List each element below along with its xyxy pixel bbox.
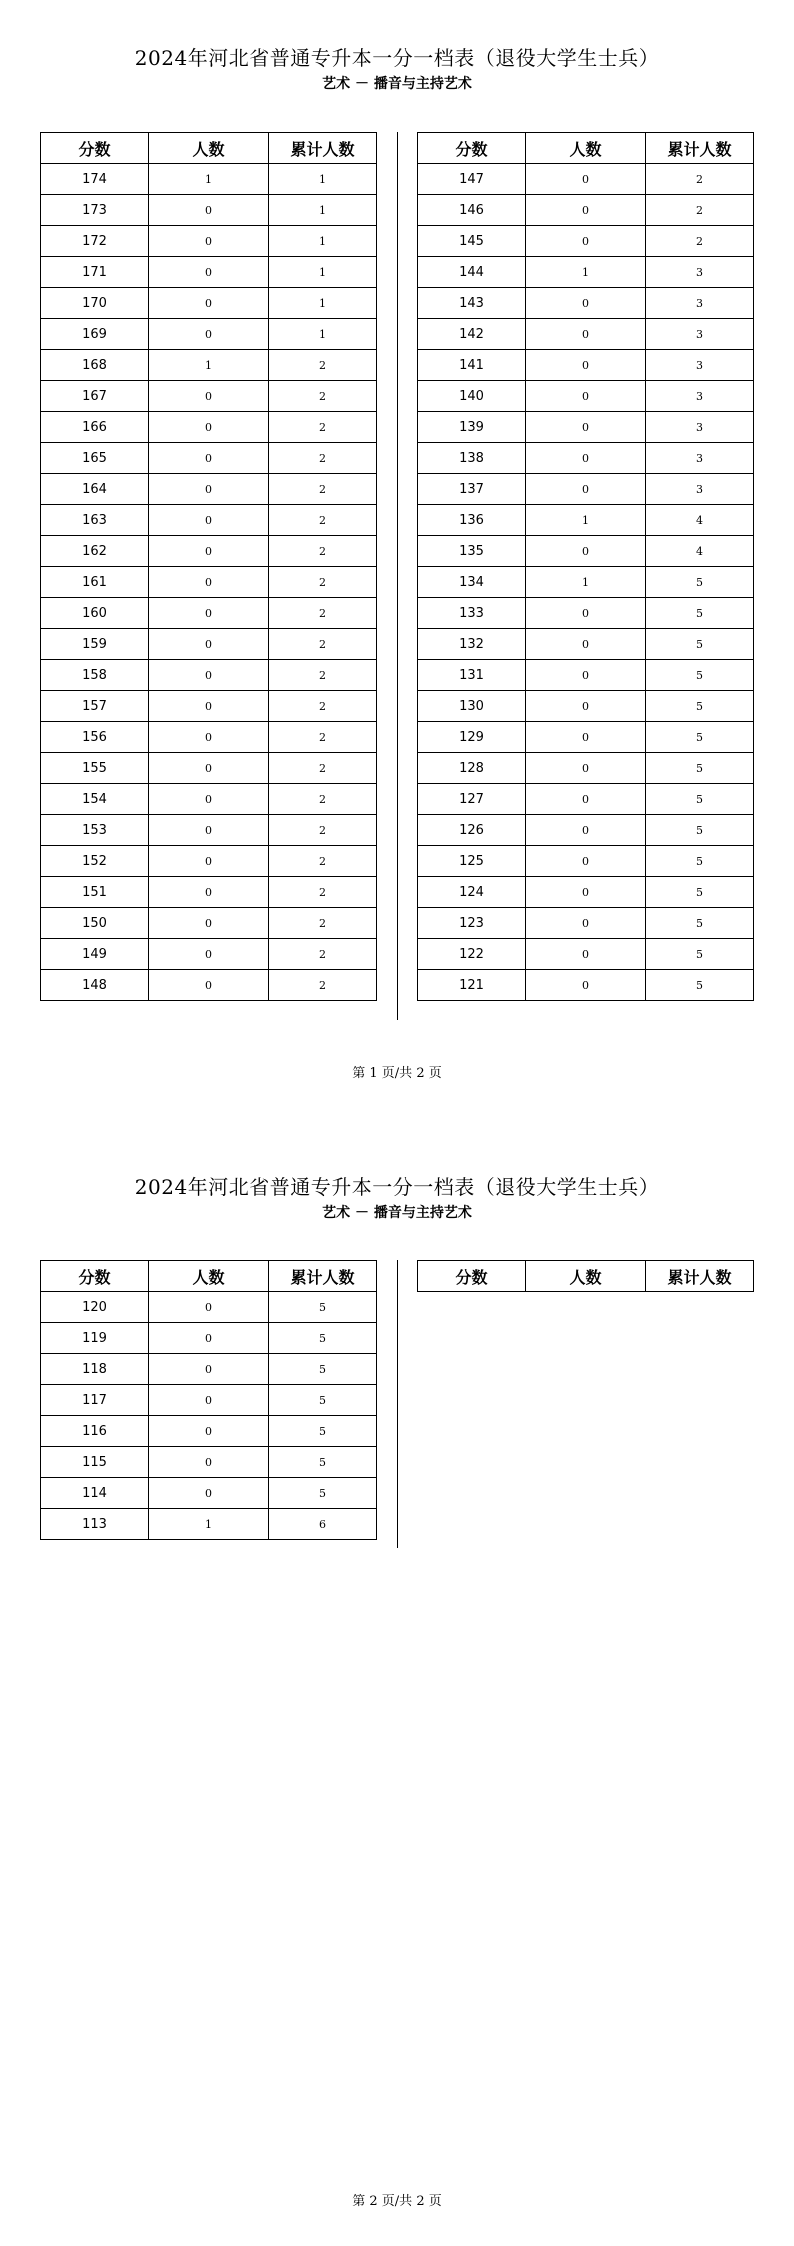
table-row	[41, 846, 377, 877]
page-subtitle: 艺术 － 播音与主持艺术	[322, 76, 472, 92]
table-row	[418, 660, 754, 691]
cell-cumulative: 5	[646, 970, 754, 1001]
header-cumulative: 累计人数	[269, 1261, 377, 1292]
table-row	[41, 1478, 377, 1509]
cell-count: 0	[526, 598, 646, 629]
table-header-row	[418, 133, 754, 164]
header-count: 人数	[526, 133, 646, 164]
table-row	[418, 970, 754, 1001]
cell-count: 0	[526, 846, 646, 877]
cell-score: 114	[41, 1478, 149, 1509]
column-divider	[397, 1260, 398, 1548]
cell-cumulative: 2	[269, 908, 377, 939]
header-count: 人数	[149, 1261, 269, 1292]
table-row	[41, 629, 377, 660]
cell-cumulative: 2	[269, 505, 377, 536]
cell-cumulative: 2	[269, 350, 377, 381]
cell-score: 124	[418, 877, 526, 908]
cell-cumulative: 2	[269, 722, 377, 753]
cell-score: 148	[41, 970, 149, 1001]
cell-score: 170	[41, 288, 149, 319]
cell-count: 0	[149, 1354, 269, 1385]
cell-cumulative: 2	[269, 381, 377, 412]
table-row	[418, 722, 754, 753]
table-row	[41, 660, 377, 691]
cell-score: 151	[41, 877, 149, 908]
cell-count: 0	[149, 815, 269, 846]
cell-score: 164	[41, 474, 149, 505]
table-row	[41, 1323, 377, 1354]
table-row	[41, 288, 377, 319]
cell-score: 119	[41, 1323, 149, 1354]
table-row	[418, 567, 754, 598]
table-row	[418, 691, 754, 722]
cell-score: 142	[418, 319, 526, 350]
cell-count: 0	[526, 288, 646, 319]
cell-cumulative: 5	[646, 691, 754, 722]
table-row	[41, 443, 377, 474]
cell-count: 1	[526, 505, 646, 536]
cell-cumulative: 3	[646, 412, 754, 443]
cell-count: 1	[526, 567, 646, 598]
cell-cumulative: 3	[646, 474, 754, 505]
cell-cumulative: 5	[646, 846, 754, 877]
cell-cumulative: 2	[269, 567, 377, 598]
cell-cumulative: 5	[646, 722, 754, 753]
cell-score: 158	[41, 660, 149, 691]
cell-score: 167	[41, 381, 149, 412]
table-row	[41, 350, 377, 381]
table-row	[418, 288, 754, 319]
cell-count: 0	[149, 722, 269, 753]
cell-count: 0	[526, 164, 646, 195]
cell-count: 0	[149, 1478, 269, 1509]
cell-score: 153	[41, 815, 149, 846]
cell-count: 0	[526, 877, 646, 908]
cell-count: 1	[149, 350, 269, 381]
cell-score: 154	[41, 784, 149, 815]
cell-cumulative: 1	[269, 288, 377, 319]
table-row	[418, 505, 754, 536]
cell-count: 0	[526, 226, 646, 257]
table-row	[418, 629, 754, 660]
header-cumulative: 累计人数	[646, 133, 754, 164]
cell-count: 0	[526, 629, 646, 660]
cell-cumulative: 2	[269, 784, 377, 815]
score-table-right	[417, 132, 754, 1001]
cell-cumulative: 5	[269, 1292, 377, 1323]
cell-count: 0	[149, 257, 269, 288]
cell-count: 0	[149, 908, 269, 939]
cell-count: 0	[149, 629, 269, 660]
table-row	[41, 753, 377, 784]
cell-score: 162	[41, 536, 149, 567]
table-row	[418, 381, 754, 412]
page-subtitle: 艺术 － 播音与主持艺术	[322, 1205, 472, 1221]
cell-cumulative: 5	[269, 1385, 377, 1416]
table-row	[418, 598, 754, 629]
cell-count: 1	[149, 1509, 269, 1540]
table-row	[41, 1292, 377, 1323]
cell-score: 121	[418, 970, 526, 1001]
cell-cumulative: 3	[646, 350, 754, 381]
table-body	[41, 164, 377, 1001]
cell-count: 0	[149, 1416, 269, 1447]
cell-score: 118	[41, 1354, 149, 1385]
cell-score: 120	[41, 1292, 149, 1323]
cell-cumulative: 2	[269, 412, 377, 443]
cell-score: 113	[41, 1509, 149, 1540]
cell-count: 0	[149, 226, 269, 257]
cell-count: 0	[149, 443, 269, 474]
cell-cumulative: 2	[269, 629, 377, 660]
header-score: 分数	[41, 1261, 149, 1292]
cell-cumulative: 5	[646, 567, 754, 598]
cell-count: 0	[526, 908, 646, 939]
cell-cumulative: 2	[269, 443, 377, 474]
cell-score: 130	[418, 691, 526, 722]
table-row	[41, 412, 377, 443]
page-title: 2024年河北省普通专升本一分一档表（退役大学生士兵）	[134, 46, 660, 70]
cell-count: 0	[149, 784, 269, 815]
table-row	[41, 567, 377, 598]
table-row	[41, 1416, 377, 1447]
cell-score: 160	[41, 598, 149, 629]
table-header-row	[418, 1261, 754, 1292]
header-score: 分数	[418, 1261, 526, 1292]
cell-cumulative: 5	[269, 1354, 377, 1385]
score-table-left	[40, 132, 377, 1001]
cell-count: 0	[149, 753, 269, 784]
cell-score: 123	[418, 908, 526, 939]
cell-score: 155	[41, 753, 149, 784]
cell-cumulative: 4	[646, 505, 754, 536]
cell-cumulative: 2	[269, 877, 377, 908]
score-table-left	[40, 1260, 377, 1540]
cell-cumulative: 2	[269, 815, 377, 846]
table-row	[418, 877, 754, 908]
cell-score: 173	[41, 195, 149, 226]
cell-cumulative: 5	[269, 1447, 377, 1478]
cell-cumulative: 5	[646, 908, 754, 939]
header-score: 分数	[41, 133, 149, 164]
cell-score: 165	[41, 443, 149, 474]
cell-count: 0	[526, 412, 646, 443]
cell-score: 136	[418, 505, 526, 536]
table-row	[41, 381, 377, 412]
cell-cumulative: 2	[269, 660, 377, 691]
cell-score: 132	[418, 629, 526, 660]
cell-score: 168	[41, 350, 149, 381]
cell-count: 0	[526, 195, 646, 226]
table-row	[418, 226, 754, 257]
table-row	[41, 195, 377, 226]
cell-count: 0	[526, 970, 646, 1001]
cell-count: 0	[149, 319, 269, 350]
cell-cumulative: 5	[646, 660, 754, 691]
cell-count: 0	[526, 443, 646, 474]
cell-score: 138	[418, 443, 526, 474]
cell-cumulative: 2	[269, 691, 377, 722]
cell-count: 0	[526, 722, 646, 753]
cell-count: 0	[149, 381, 269, 412]
header-count: 人数	[526, 1261, 646, 1292]
table-row	[41, 1354, 377, 1385]
table-row	[41, 784, 377, 815]
cell-score: 143	[418, 288, 526, 319]
table-row	[41, 226, 377, 257]
table-row	[41, 1447, 377, 1478]
cell-cumulative: 2	[646, 226, 754, 257]
cell-score: 150	[41, 908, 149, 939]
cell-count: 0	[526, 350, 646, 381]
table-row	[418, 164, 754, 195]
cell-count: 0	[526, 660, 646, 691]
column-divider	[397, 132, 398, 1020]
cell-cumulative: 2	[269, 753, 377, 784]
cell-cumulative: 2	[269, 970, 377, 1001]
cell-count: 0	[149, 536, 269, 567]
cell-count: 0	[149, 412, 269, 443]
cell-score: 139	[418, 412, 526, 443]
cell-cumulative: 5	[269, 1323, 377, 1354]
page-footer: 第 2 页/共 2 页	[352, 2194, 442, 2209]
table-row	[418, 350, 754, 381]
cell-cumulative: 1	[269, 226, 377, 257]
cell-score: 135	[418, 536, 526, 567]
cell-score: 171	[41, 257, 149, 288]
table-row	[418, 846, 754, 877]
cell-cumulative: 2	[646, 164, 754, 195]
cell-cumulative: 5	[646, 598, 754, 629]
cell-score: 163	[41, 505, 149, 536]
cell-score: 117	[41, 1385, 149, 1416]
cell-cumulative: 2	[269, 846, 377, 877]
table-row	[41, 319, 377, 350]
table-row	[418, 815, 754, 846]
cell-count: 0	[149, 877, 269, 908]
table-body	[41, 1292, 377, 1540]
cell-score: 156	[41, 722, 149, 753]
table-row	[41, 164, 377, 195]
cell-cumulative: 5	[646, 939, 754, 970]
cell-score: 141	[418, 350, 526, 381]
table-row	[418, 443, 754, 474]
table-row	[418, 319, 754, 350]
cell-cumulative: 5	[646, 784, 754, 815]
score-table-right	[417, 1260, 754, 1292]
cell-cumulative: 5	[646, 753, 754, 784]
cell-count: 0	[526, 784, 646, 815]
cell-score: 133	[418, 598, 526, 629]
table-row	[418, 536, 754, 567]
table-row	[418, 753, 754, 784]
cell-cumulative: 6	[269, 1509, 377, 1540]
cell-cumulative: 5	[646, 877, 754, 908]
cell-cumulative: 3	[646, 381, 754, 412]
cell-score: 166	[41, 412, 149, 443]
table-row	[41, 691, 377, 722]
cell-count: 0	[149, 660, 269, 691]
table-row	[41, 474, 377, 505]
table-row	[418, 412, 754, 443]
table-row	[41, 815, 377, 846]
cell-cumulative: 5	[646, 815, 754, 846]
table-row	[41, 257, 377, 288]
cell-cumulative: 1	[269, 257, 377, 288]
table-row	[41, 505, 377, 536]
cell-score: 145	[418, 226, 526, 257]
table-row	[41, 970, 377, 1001]
cell-count: 0	[149, 970, 269, 1001]
cell-cumulative: 2	[269, 536, 377, 567]
header-count: 人数	[149, 133, 269, 164]
table-row	[41, 1509, 377, 1540]
cell-score: 125	[418, 846, 526, 877]
cell-score: 172	[41, 226, 149, 257]
table-header-row	[41, 133, 377, 164]
cell-score: 147	[418, 164, 526, 195]
cell-score: 146	[418, 195, 526, 226]
cell-count: 1	[526, 257, 646, 288]
cell-score: 144	[418, 257, 526, 288]
table-header-row	[41, 1261, 377, 1292]
cell-cumulative: 2	[269, 598, 377, 629]
cell-cumulative: 3	[646, 288, 754, 319]
cell-cumulative: 1	[269, 195, 377, 226]
cell-score: 157	[41, 691, 149, 722]
table-body	[418, 164, 754, 1001]
header-cumulative: 累计人数	[646, 1261, 754, 1292]
page-footer: 第 1 页/共 2 页	[352, 1066, 442, 1081]
cell-count: 0	[149, 288, 269, 319]
cell-count: 0	[526, 319, 646, 350]
cell-score: 126	[418, 815, 526, 846]
cell-count: 0	[526, 691, 646, 722]
table-row	[41, 536, 377, 567]
cell-score: 128	[418, 753, 526, 784]
cell-cumulative: 5	[269, 1416, 377, 1447]
header-score: 分数	[418, 133, 526, 164]
cell-score: 169	[41, 319, 149, 350]
cell-count: 0	[149, 598, 269, 629]
cell-cumulative: 3	[646, 443, 754, 474]
table-row	[418, 257, 754, 288]
table-row	[418, 939, 754, 970]
table-row	[41, 722, 377, 753]
cell-count: 0	[526, 474, 646, 505]
cell-count: 0	[526, 753, 646, 784]
cell-count: 0	[149, 474, 269, 505]
cell-score: 127	[418, 784, 526, 815]
cell-count: 0	[149, 1385, 269, 1416]
cell-count: 0	[526, 815, 646, 846]
cell-count: 0	[149, 846, 269, 877]
table-row	[418, 474, 754, 505]
table-row	[41, 939, 377, 970]
cell-cumulative: 5	[269, 1478, 377, 1509]
cell-count: 0	[149, 195, 269, 226]
cell-count: 0	[526, 939, 646, 970]
table-row	[418, 784, 754, 815]
cell-cumulative: 2	[646, 195, 754, 226]
cell-cumulative: 1	[269, 164, 377, 195]
cell-cumulative: 3	[646, 319, 754, 350]
cell-count: 1	[149, 164, 269, 195]
table-row	[41, 908, 377, 939]
cell-score: 131	[418, 660, 526, 691]
cell-cumulative: 5	[646, 629, 754, 660]
header-cumulative: 累计人数	[269, 133, 377, 164]
cell-count: 0	[149, 691, 269, 722]
cell-count: 0	[149, 567, 269, 598]
cell-count: 0	[149, 939, 269, 970]
table-row	[41, 877, 377, 908]
cell-score: 122	[418, 939, 526, 970]
cell-count: 0	[526, 381, 646, 412]
cell-cumulative: 2	[269, 474, 377, 505]
table-row	[418, 908, 754, 939]
cell-score: 149	[41, 939, 149, 970]
cell-score: 161	[41, 567, 149, 598]
cell-score: 129	[418, 722, 526, 753]
cell-score: 115	[41, 1447, 149, 1478]
table-row	[41, 598, 377, 629]
cell-score: 140	[418, 381, 526, 412]
cell-cumulative: 3	[646, 257, 754, 288]
cell-count: 0	[149, 1323, 269, 1354]
cell-cumulative: 4	[646, 536, 754, 567]
cell-count: 0	[149, 1292, 269, 1323]
cell-count: 0	[149, 1447, 269, 1478]
cell-score: 152	[41, 846, 149, 877]
cell-count: 0	[526, 536, 646, 567]
table-row	[41, 1385, 377, 1416]
table-row	[418, 195, 754, 226]
cell-score: 174	[41, 164, 149, 195]
cell-score: 116	[41, 1416, 149, 1447]
cell-score: 159	[41, 629, 149, 660]
cell-score: 137	[418, 474, 526, 505]
cell-count: 0	[149, 505, 269, 536]
page-title: 2024年河北省普通专升本一分一档表（退役大学生士兵）	[134, 1175, 660, 1199]
cell-cumulative: 2	[269, 939, 377, 970]
cell-score: 134	[418, 567, 526, 598]
cell-cumulative: 1	[269, 319, 377, 350]
